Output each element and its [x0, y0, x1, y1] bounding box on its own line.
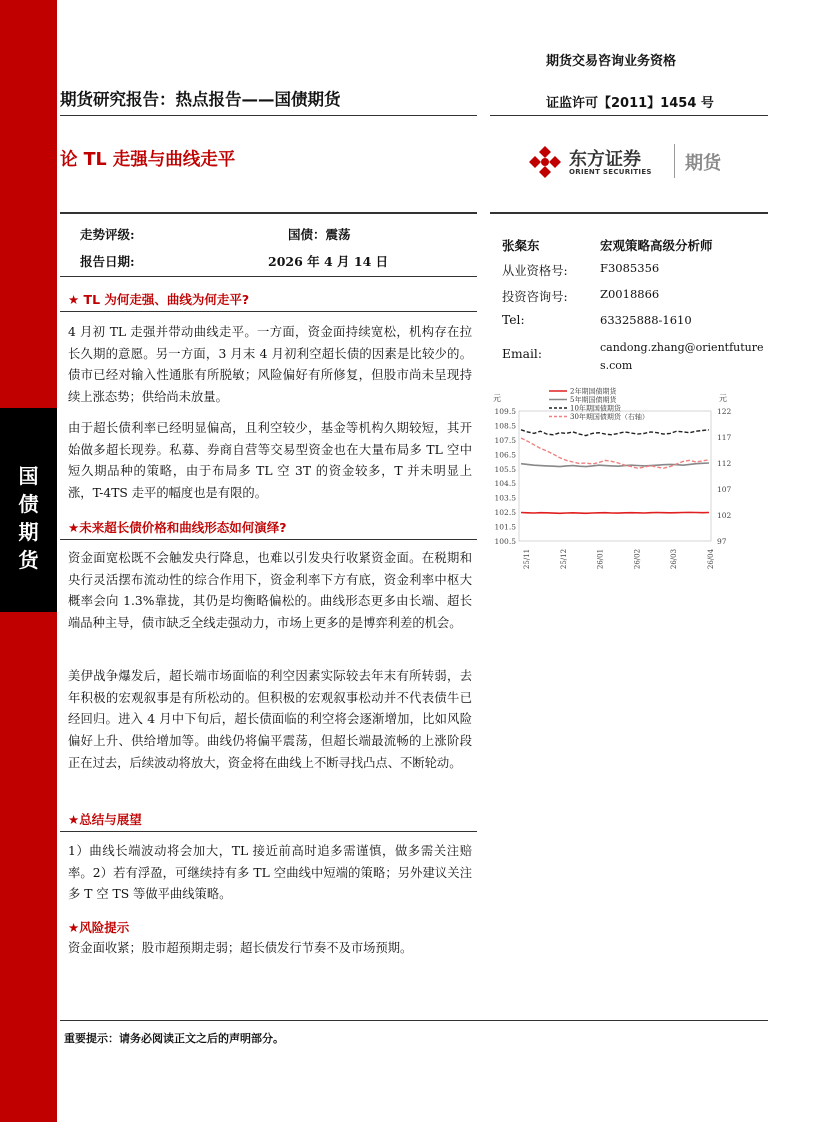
x-tick-label: 26/02	[633, 548, 642, 570]
x-tick-label: 26/01	[596, 548, 605, 570]
footer-rule	[60, 1020, 768, 1021]
analyst-role: 宏观策略高级分析师	[600, 238, 713, 253]
license-text: 证监许可【2011】1454 号	[546, 96, 714, 111]
logo-en: ORIENT SECURITIES	[569, 168, 652, 176]
section-2-paragraph-1: 资金面宽松既不会触发央行降息，也难以引发央行收紧资金面。在税期和央行灵活摆布流动性的综合作用下，资金利率下方有底，资金利率中枢大概率会向 1.3%靠拢，其仍是均衡略偏松的。曲线形态更多由长端、超长端品种主导，债市缺乏全线走强动力，市场上更多的是博弈利差的机会。	[68, 551, 472, 631]
company-logo	[527, 142, 737, 182]
analyst-field-value: Z0018866	[600, 287, 660, 301]
right-tick-label: 112	[717, 459, 732, 468]
qualification-text: 期货交易咨询业务资格	[546, 54, 677, 69]
futures-chart-svg	[487, 381, 747, 581]
right-tick-label: 117	[717, 433, 732, 442]
section-rule-1	[60, 311, 477, 312]
section-rule-3	[60, 831, 477, 832]
analyst-field-value: F3085356	[600, 261, 660, 275]
x-tick-label: 26/04	[707, 548, 715, 570]
right-tick-label: 107	[717, 485, 732, 494]
legend-entry: 2年期国债期货	[570, 387, 617, 396]
left-axis-unit: 元	[493, 394, 501, 403]
analyst-email-link[interactable]: candong.zhang@orientfutures.com	[600, 341, 764, 372]
report-title: 论 TL 走强与曲线走平	[60, 150, 236, 170]
date-label: 报告日期:	[80, 254, 135, 269]
left-tick-label: 107.5	[494, 435, 516, 445]
section-3-paragraph-1: 1）曲线长端波动将会加大，TL 接近前高时追多需谨慎，做多需关注赔率。2）若有浮盈，可继续持有多 TL 空曲线中短端的策略；另外建议关注多 T 空 TS 等做平曲线策略。	[68, 844, 472, 902]
report-type: 期货研究报告：热点报告——国债期货	[60, 90, 341, 109]
right-tick-label: 122	[717, 407, 732, 416]
x-tick-label: 25/11	[523, 548, 531, 570]
header-rule-left	[60, 115, 477, 116]
futures-chart	[487, 381, 747, 581]
x-tick-label: 25/12	[559, 548, 568, 570]
left-tick-label: 103.5	[494, 493, 516, 503]
section-rule-2	[60, 539, 477, 540]
x-tick-label: 26/03	[670, 548, 679, 570]
logo-sub: 期货	[685, 153, 721, 174]
sidebar-label: 国债期货	[18, 464, 39, 572]
section-title-3: ★总结与展望	[68, 812, 142, 827]
series-line	[521, 463, 709, 467]
left-tick-label: 108.5	[494, 421, 516, 431]
chart-plot-frame	[519, 411, 711, 541]
section-title-2: ★未来超长债价格和曲线形态如何演绎?	[68, 520, 287, 535]
logo-cn: 东方证券	[569, 149, 641, 170]
analyst-field-key: 投资咨询号:	[502, 290, 568, 304]
legend-entry: 10年期国债期货	[570, 404, 621, 413]
logo-divider	[674, 144, 675, 178]
left-tick-label: 101.5	[494, 522, 516, 532]
header-rule-right	[490, 115, 768, 116]
right-tick-label: 97	[717, 537, 727, 546]
legend-entry: 30年期国债期货（右轴）	[570, 413, 649, 421]
meta-bottom-rule	[60, 276, 477, 277]
section-1-paragraph-1: 4 月初 TL 走强并带动曲线走平。一方面，资金面持续宽松，机构存在拉长久期的意愿。另一方面，3 月末 4 月初利空超长债的因素是比较少的。债市已经对输入性通胀有所脱敏；风险偏好有所修复，但股市尚未呈现持续上涨态势；供给尚未放量。	[68, 325, 472, 405]
rating-value: 国债：震荡	[288, 227, 351, 242]
meta-rule-right	[490, 212, 768, 214]
series-line	[521, 512, 709, 513]
left-tick-label: 106.5	[494, 450, 516, 460]
legend-entry: 5年期国债期货	[570, 396, 617, 404]
section-title-1: ★ TL 为何走强、曲线为何走平?	[68, 292, 250, 307]
left-tick-label: 102.5	[494, 508, 516, 518]
rating-label: 走势评级:	[80, 227, 135, 242]
right-tick-label: 102	[717, 511, 732, 520]
left-tick-label: 109.5	[494, 407, 516, 416]
left-tick-label: 100.5	[494, 537, 516, 546]
section-title-4: ★风险提示	[68, 920, 130, 935]
footer-notice: 重要提示：请务必阅读正文之后的声明部分。	[64, 1032, 284, 1045]
analyst-field-key: Tel:	[502, 313, 525, 327]
section-2-paragraph-2: 美伊战争爆发后，超长端市场面临的利空因素实际较去年末有所转弱，去年积极的宏观叙事是有所松动的。但积极的宏观叙事松动并不代表债牛已经回归。进入 4 月中下旬后，超长债面临的利空将会逐渐增加，比如风险偏好上升、供给增加等。曲线仍将偏平震荡，但超长端最流畅的上涨阶段正在过去，后续波动将放大，资金将在曲线上不断寻找凸点、不断轮动。	[68, 669, 472, 770]
orient-logo-icon	[527, 144, 563, 180]
sidebar-red-top	[0, 0, 57, 408]
analyst-field-key: 从业资格号:	[502, 264, 568, 278]
section-1-paragraph-2: 由于超长债利率已经明显偏高，且利空较少，基金等机构久期较短，其开始做多超长现券。私募、券商自营等交易型资金也在大量布局多 TL 空中短久期品种的策略，由于布局多 TL 空 3T 的资金较多，T 并未明显上涨，T-4TS 走平的幅度也是有限的。	[68, 421, 472, 501]
section-4-paragraph-1: 资金面收紧；股市超预期走弱；超长债发行节奏不及市场预期。	[68, 941, 413, 955]
left-tick-label: 105.5	[494, 464, 516, 474]
series-line	[521, 430, 709, 436]
analyst-field-key: Email:	[502, 347, 542, 361]
date-value: 2026 年 4 月 14 日	[268, 254, 389, 269]
left-tick-label: 104.5	[494, 479, 516, 489]
sidebar-red-bottom	[0, 612, 57, 1122]
analyst-field-value: 63325888-1610	[600, 313, 692, 327]
right-axis-unit: 元	[719, 394, 727, 403]
analyst-name: 张粲东	[502, 238, 540, 253]
meta-rule-left	[60, 212, 477, 214]
series-line	[521, 438, 709, 468]
